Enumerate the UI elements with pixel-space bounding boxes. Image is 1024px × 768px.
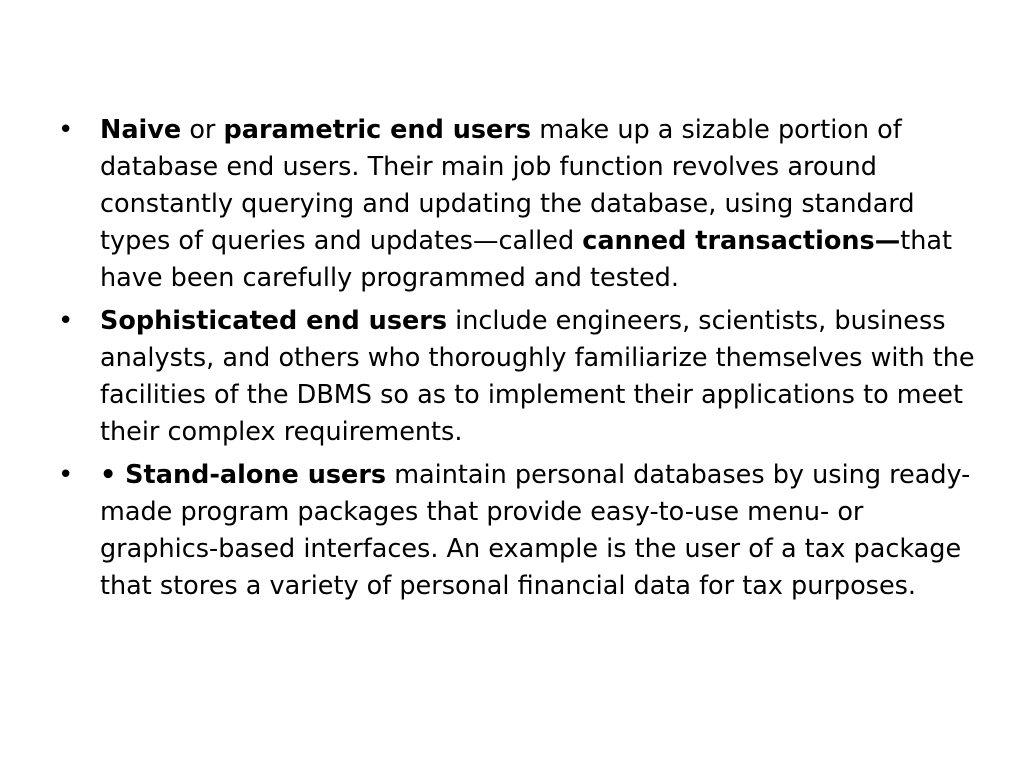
text-segment: make up a sizable portion of database end users. Their main job function revolves around constantly querying and updating the database, using standard types of queries and updates—called bbox=[100, 115, 915, 256]
bullet-icon: • bbox=[58, 306, 74, 336]
bullet-icon: • bbox=[58, 115, 74, 145]
text-segment: include engineers, scientists, business analysts, and others who thoroughly familiarize themselves with the facilities of the DBMS so as to implement their applications to meet their complex requirements. bbox=[100, 306, 975, 447]
bullet-icon: • bbox=[58, 460, 74, 490]
bullet-item-standalone-users bbox=[58, 457, 978, 605]
bullet-item-sophisticated-users bbox=[58, 303, 978, 451]
bold-text: • Stand-alone users bbox=[100, 460, 387, 490]
text-segment: or bbox=[181, 115, 224, 145]
text-segment: maintain personal databases by using ready-made program packages that provide easy-to-use menu- or graphics-based interfaces. An example is the user of a tax package that stores a variety of personal financial data for tax purposes. bbox=[100, 460, 971, 601]
bold-text: parametric end users bbox=[223, 115, 532, 145]
bold-text: Sophisticated end users bbox=[100, 306, 448, 336]
text-segment: that have been carefully programmed and tested. bbox=[100, 226, 952, 293]
bullet-item-naive-users bbox=[58, 112, 978, 297]
bullet-list bbox=[58, 112, 978, 611]
bold-text: canned transactions— bbox=[582, 226, 901, 256]
bold-text: Naive bbox=[100, 115, 182, 145]
